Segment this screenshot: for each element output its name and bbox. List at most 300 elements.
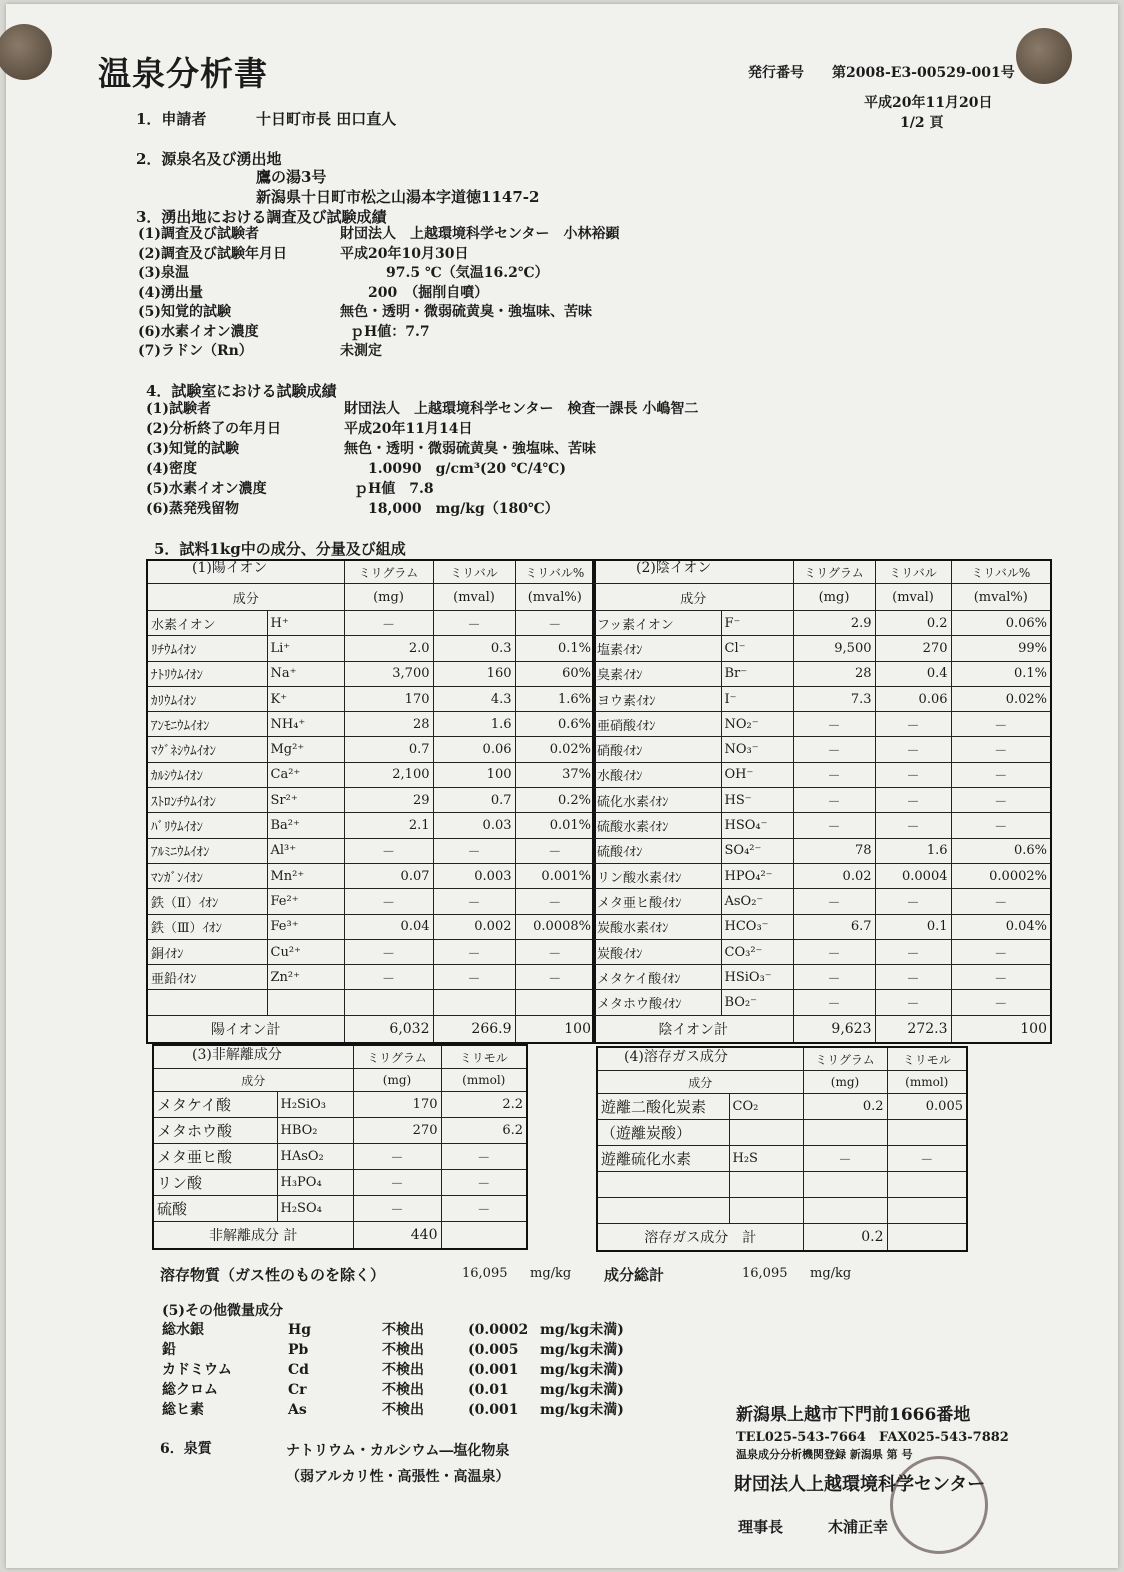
- cation-mval: 0.03: [433, 813, 515, 838]
- s3-key: (7)ラドン（Rn）: [138, 343, 253, 359]
- anion-mg: －: [793, 813, 875, 838]
- cation-row: [147, 914, 595, 939]
- anion-mval: 0.0004: [875, 863, 951, 888]
- anion-header-mg: ミリグラム: [793, 560, 875, 584]
- nondissoc-mg: －: [353, 1144, 441, 1170]
- cation-mg: －: [344, 889, 433, 914]
- cation-row: [147, 990, 595, 1015]
- section-5-label: 5．試料1kg中の成分、分量及び組成: [154, 540, 406, 558]
- grand-total-unit: mg/kg: [810, 1266, 852, 1281]
- gas-row: [597, 1120, 967, 1146]
- anion-total-mg: 9,623: [793, 1015, 875, 1043]
- anion-name: 水酸ｲｵﾝ: [593, 762, 721, 787]
- section-3-label: 3．湧出地における調査及び試験成績: [136, 208, 387, 226]
- anion-pct: －: [951, 762, 1051, 787]
- gas-name: [597, 1198, 729, 1224]
- spring-type-note: （弱アルカリ性・高張性・高温泉）: [286, 1469, 510, 1485]
- s3-value: 財団法人 上越環境科学センター 小林裕顕: [340, 226, 620, 242]
- cation-unit-pct: (mval%): [515, 584, 595, 611]
- cation-formula: Sr²⁺: [267, 788, 344, 813]
- page-number: 1/2 頁: [900, 115, 944, 131]
- s4-value: 財団法人 上越環境科学センター 検査一課長 小嶋智二: [344, 401, 699, 417]
- cation-mval: －: [433, 939, 515, 964]
- cation-mval: －: [433, 611, 515, 636]
- gas-formula: [729, 1172, 803, 1198]
- anion-unit-pct: (mval%): [951, 584, 1051, 611]
- cation-pct: 0.0008%: [515, 914, 595, 939]
- applicant: 十日町市長 田口直人: [256, 110, 397, 128]
- trace-result: 不検出: [382, 1382, 424, 1398]
- cation-row: [147, 889, 595, 914]
- cation-formula: Fe²⁺: [267, 889, 344, 914]
- cation-name: ｽﾄﾛﾝﾁｳﾑｲｵﾝ: [147, 788, 267, 813]
- anion-unit-mval: (mval): [875, 584, 951, 611]
- anion-pct: －: [951, 990, 1051, 1015]
- cation-pct: 0.1%: [515, 636, 595, 661]
- anion-pct: －: [951, 965, 1051, 990]
- gas-mg: 0.2: [803, 1094, 887, 1120]
- trace-unit: mg/kg未満): [540, 1382, 624, 1398]
- s3-key: (5)知覚的試験: [138, 304, 231, 320]
- s4-key: (6)蒸発残留物: [146, 501, 239, 517]
- anion-pct: 0.02%: [951, 686, 1051, 711]
- nondissoc-row: [153, 1118, 527, 1144]
- anion-pct: 0.0002%: [951, 863, 1051, 888]
- issue-date: 平成20年11月20日: [864, 95, 993, 111]
- cation-mval: 160: [433, 661, 515, 686]
- anion-formula: Br⁻: [721, 661, 793, 686]
- anion-header-mval: ミリバル: [875, 560, 951, 584]
- issuer-org: 財団法人上越環境科学センター: [734, 1474, 986, 1495]
- cation-mval: 0.002: [433, 914, 515, 939]
- nondissoc-name: リン酸: [153, 1170, 277, 1196]
- nondissoc-total-mg: 440: [353, 1222, 441, 1250]
- cation-formula: K⁺: [267, 686, 344, 711]
- anion-total-pct: 100: [951, 1015, 1051, 1043]
- cation-pct: 0.02%: [515, 737, 595, 762]
- cation-row: [147, 762, 595, 787]
- dissolved-label: 溶存物質（ガス性のものを除く）: [160, 1266, 386, 1284]
- trace-limit: (0.01: [468, 1382, 509, 1398]
- anion-row: [593, 965, 1051, 990]
- cation-pct: 0.6%: [515, 712, 595, 737]
- anion-row: [593, 838, 1051, 863]
- cation-name: ｶﾘｳﾑｲｵﾝ: [147, 686, 267, 711]
- anion-formula: NO₂⁻: [721, 712, 793, 737]
- section-6-label: 6．泉質: [160, 1441, 212, 1457]
- gas-formula: H₂S: [729, 1146, 803, 1172]
- s3-value: ｐH値：7.7: [350, 323, 430, 340]
- cation-formula: Fe³⁺: [267, 914, 344, 939]
- s4-key: (2)分析終了の年月日: [146, 421, 281, 437]
- gas-formula: CO₂: [729, 1094, 803, 1120]
- anion-name: メタケイ酸ｲｵﾝ: [593, 965, 721, 990]
- anion-mval: 0.1: [875, 914, 951, 939]
- nondissoc-mmol: －: [441, 1170, 527, 1196]
- nondissoc-mg: 270: [353, 1118, 441, 1144]
- cation-pct: 1.6%: [515, 686, 595, 711]
- cation-name: 銅ｲｵﾝ: [147, 939, 267, 964]
- gas-unit-mg: (mg): [803, 1071, 887, 1094]
- anion-row: [593, 737, 1051, 762]
- anion-formula: BO₂⁻: [721, 990, 793, 1015]
- anion-heading: (2)陰イオン: [636, 560, 712, 576]
- cation-name: ｶﾙｼｳﾑｲｵﾝ: [147, 762, 267, 787]
- gas-header-name: 成分: [597, 1071, 803, 1094]
- cation-pct: 60%: [515, 661, 595, 686]
- gas-name: 遊離二酸化炭素: [597, 1094, 729, 1120]
- s4-key: (1)試験者: [146, 401, 211, 417]
- trace-limit: (0.001: [468, 1362, 519, 1378]
- anion-formula: F⁻: [721, 611, 793, 636]
- cation-mg: 0.7: [344, 737, 433, 762]
- anion-formula: HPO₄²⁻: [721, 863, 793, 888]
- anion-row: [593, 889, 1051, 914]
- cation-pct: 0.001%: [515, 863, 595, 888]
- anion-name: リン酸水素ｲｵﾝ: [593, 863, 721, 888]
- anion-mg: 7.3: [793, 686, 875, 711]
- pushpin-left: [0, 24, 52, 80]
- anion-table: [592, 559, 1052, 1044]
- anion-name: フッ素イオン: [593, 611, 721, 636]
- cation-pct: －: [515, 838, 595, 863]
- anion-pct: 0.06%: [951, 611, 1051, 636]
- anion-row: [593, 686, 1051, 711]
- s4-key: (5)水素イオン濃度: [146, 481, 267, 497]
- cation-header-name: 成分: [147, 584, 344, 611]
- s4-value: 無色・透明・微弱硫黄臭・強塩味、苦味: [344, 441, 596, 457]
- anion-name: 臭素ｲｵﾝ: [593, 661, 721, 686]
- cation-mval: －: [433, 965, 515, 990]
- anion-mval: －: [875, 813, 951, 838]
- cation-heading: (1)陽イオン: [192, 560, 268, 576]
- section-1-label: 1．申請者: [136, 110, 207, 128]
- anion-mg: －: [793, 737, 875, 762]
- trace-name: 総水銀: [162, 1322, 204, 1338]
- trace-symbol: Pb: [288, 1342, 309, 1358]
- anion-formula: I⁻: [721, 686, 793, 711]
- gas-mmol: [887, 1120, 967, 1146]
- anion-mval: 0.06: [875, 686, 951, 711]
- nondissoc-formula: HBO₂: [277, 1118, 353, 1144]
- anion-formula: HCO₃⁻: [721, 914, 793, 939]
- cation-pct: 0.2%: [515, 788, 595, 813]
- trace-symbol: Cr: [288, 1382, 307, 1398]
- anion-row: [593, 762, 1051, 787]
- cation-total-pct: 100: [515, 1015, 595, 1043]
- anion-pct: 0.04%: [951, 914, 1051, 939]
- anion-row: [593, 914, 1051, 939]
- document-title: 温泉分析書: [98, 54, 268, 93]
- gas-row: [597, 1198, 967, 1224]
- anion-mg: 6.7: [793, 914, 875, 939]
- cation-row: [147, 636, 595, 661]
- cation-formula: H⁺: [267, 611, 344, 636]
- nondissoc-row: [153, 1170, 527, 1196]
- anion-formula: OH⁻: [721, 762, 793, 787]
- nondissoc-name: 硫酸: [153, 1196, 277, 1222]
- cation-row: [147, 712, 595, 737]
- cation-pct: －: [515, 889, 595, 914]
- nondissoc-formula: H₃PO₄: [277, 1170, 353, 1196]
- cation-mg: －: [344, 611, 433, 636]
- cation-row: [147, 939, 595, 964]
- gas-mg: [803, 1198, 887, 1224]
- nondissoc-unit-mmol: (mmol): [441, 1069, 527, 1092]
- cation-mg: 2.1: [344, 813, 433, 838]
- s3-key: (1)調査及び試験者: [138, 226, 259, 242]
- issue-number: 第2008-E3-00529-001号: [832, 65, 1015, 81]
- cation-mg: [344, 990, 433, 1015]
- anion-formula: Cl⁻: [721, 636, 793, 661]
- anion-name: メタホウ酸ｲｵﾝ: [593, 990, 721, 1015]
- trace-limit: (0.0002: [468, 1322, 529, 1338]
- cation-row: [147, 788, 595, 813]
- cation-name: ﾏｸﾞﾈｼｳﾑｲｵﾝ: [147, 737, 267, 762]
- nondissoc-row: [153, 1196, 527, 1222]
- source-name: 鷹の湯3号: [256, 168, 327, 186]
- trace-unit: mg/kg未満): [540, 1402, 624, 1418]
- anion-pct: －: [951, 813, 1051, 838]
- s3-value: 平成20年10月30日: [340, 245, 469, 262]
- cation-mg: －: [344, 838, 433, 863]
- nondissoc-heading: (3)非解離成分: [192, 1047, 282, 1063]
- cation-pct: [515, 990, 595, 1015]
- anion-mg: 9,500: [793, 636, 875, 661]
- nondissoc-name: メタホウ酸: [153, 1118, 277, 1144]
- cation-mval: －: [433, 889, 515, 914]
- s3-value: 無色・透明・微弱硫黄臭・強塩味、苦味: [340, 304, 592, 320]
- cation-row: [147, 863, 595, 888]
- anion-mval: －: [875, 990, 951, 1015]
- cation-formula: Na⁺: [267, 661, 344, 686]
- anion-pct: －: [951, 788, 1051, 813]
- official-seal-stamp: [890, 1456, 988, 1554]
- cation-name: 鉄（Ⅱ）ｲｵﾝ: [147, 889, 267, 914]
- cation-mval: 0.3: [433, 636, 515, 661]
- anion-pct: 0.6%: [951, 838, 1051, 863]
- trace-symbol: As: [288, 1402, 307, 1418]
- anion-row: [593, 611, 1051, 636]
- source-address: 新潟県十日町市松之山湯本字道徳1147-2: [256, 188, 540, 206]
- nondissoc-name: メタ亜ヒ酸: [153, 1144, 277, 1170]
- cation-mval: 100: [433, 762, 515, 787]
- cation-total-label: 陽イオン計: [147, 1015, 344, 1043]
- cation-formula: Zn²⁺: [267, 965, 344, 990]
- cation-pct: －: [515, 965, 595, 990]
- cation-unit-mg: (mg): [344, 584, 433, 611]
- issuer-address: 新潟県上越市下門前1666番地: [736, 1405, 971, 1425]
- section-3-keys: [138, 225, 287, 362]
- cation-name: ｱﾙﾐﾆｳﾑｲｵﾝ: [147, 838, 267, 863]
- cation-formula: Mn²⁺: [267, 863, 344, 888]
- cation-name: 鉄（Ⅲ）ｲｵﾝ: [147, 914, 267, 939]
- cation-mval: 0.06: [433, 737, 515, 762]
- cation-row: [147, 965, 595, 990]
- nondissoc-formula: HAsO₂: [277, 1144, 353, 1170]
- cation-formula: NH₄⁺: [267, 712, 344, 737]
- s3-key: (6)水素イオン濃度: [138, 323, 259, 340]
- representative-name: 木浦正幸: [828, 1518, 889, 1536]
- anion-mval: －: [875, 788, 951, 813]
- nondissoc-header-name: 成分: [153, 1069, 353, 1092]
- cation-row: [147, 813, 595, 838]
- cation-mg: －: [344, 965, 433, 990]
- nondissoc-row: [153, 1144, 527, 1170]
- anion-row: [593, 712, 1051, 737]
- cation-unit-mval: (mval): [433, 584, 515, 611]
- gas-total-mg: 0.2: [803, 1224, 887, 1252]
- issue-number-label: 発行番号: [748, 65, 804, 81]
- nondissoc-name: メタケイ酸: [153, 1092, 277, 1118]
- anion-mg: －: [793, 712, 875, 737]
- gas-mg: －: [803, 1146, 887, 1172]
- anion-unit-mg: (mg): [793, 584, 875, 611]
- cation-total-mg: 6,032: [344, 1015, 433, 1043]
- anion-name: 炭酸ｲｵﾝ: [593, 939, 721, 964]
- s4-value: 平成20年11月14日: [344, 421, 473, 437]
- anion-pct: －: [951, 712, 1051, 737]
- anion-name: 硫酸ｲｵﾝ: [593, 838, 721, 863]
- anion-row: [593, 813, 1051, 838]
- anion-header-pct: ミリバル%: [951, 560, 1051, 584]
- anion-name: 硫化水素ｲｵﾝ: [593, 788, 721, 813]
- pushpin-right: [1016, 28, 1072, 84]
- section-2-label: 2．源泉名及び湧出地: [136, 150, 282, 168]
- cation-total-mval: 266.9: [433, 1015, 515, 1043]
- anion-name: 塩素ｲｵﾝ: [593, 636, 721, 661]
- s4-key: (3)知覚的試験: [146, 441, 239, 457]
- issuer-tel: TEL025-543-7664 FAX025-543-7882: [736, 1430, 1009, 1445]
- anion-mg: －: [793, 990, 875, 1015]
- s3-value: 97.5 ℃（気温16.2℃）: [386, 265, 549, 281]
- cation-row: [147, 611, 595, 636]
- cation-mg: 2.0: [344, 636, 433, 661]
- cation-mg: －: [344, 939, 433, 964]
- cation-name: ｱﾝﾓﾆｳﾑｲｵﾝ: [147, 712, 267, 737]
- dissolved-unit: mg/kg: [530, 1266, 572, 1281]
- anion-formula: AsO₂⁻: [721, 889, 793, 914]
- nondissoc-mmol: 6.2: [441, 1118, 527, 1144]
- cation-mg: 28: [344, 712, 433, 737]
- trace-unit: mg/kg未満): [540, 1322, 624, 1338]
- cation-mg: 0.07: [344, 863, 433, 888]
- anion-pct: 0.1%: [951, 661, 1051, 686]
- anion-formula: CO₃²⁻: [721, 939, 793, 964]
- cation-mval: 1.6: [433, 712, 515, 737]
- trace-symbol: Cd: [288, 1362, 309, 1378]
- anion-mval: 1.6: [875, 838, 951, 863]
- cation-name: 亜鉛ｲｵﾝ: [147, 965, 267, 990]
- anion-pct: 99%: [951, 636, 1051, 661]
- analysis-document: [6, 4, 1118, 1568]
- anion-formula: HSiO₃⁻: [721, 965, 793, 990]
- nondissoc-table: [152, 1044, 528, 1250]
- anion-mval: 0.2: [875, 611, 951, 636]
- trace-unit: mg/kg未満): [540, 1342, 624, 1358]
- gas-name: 遊離硫化水素: [597, 1146, 729, 1172]
- cation-row: [147, 737, 595, 762]
- trace-heading: (5)その他微量成分: [162, 1303, 283, 1319]
- gas-mmol: [887, 1172, 967, 1198]
- anion-mval: －: [875, 889, 951, 914]
- cation-pct: 37%: [515, 762, 595, 787]
- nondissoc-header-mmol: ミリモル: [441, 1045, 527, 1069]
- cation-mg: 170: [344, 686, 433, 711]
- section-4-label: 4．試験室における試験成績: [146, 382, 337, 400]
- cation-formula: Mg²⁺: [267, 737, 344, 762]
- gas-name: （遊離炭酸）: [597, 1120, 729, 1146]
- gas-row: [597, 1172, 967, 1198]
- anion-row: [593, 661, 1051, 686]
- anion-total-mval: 272.3: [875, 1015, 951, 1043]
- cation-formula: [267, 990, 344, 1015]
- nondissoc-mmol: －: [441, 1144, 527, 1170]
- anion-mg: 0.02: [793, 863, 875, 888]
- anion-pct: －: [951, 737, 1051, 762]
- anion-name: ヨウ素ｲｵﾝ: [593, 686, 721, 711]
- cation-name: [147, 990, 267, 1015]
- cation-mg: 3,700: [344, 661, 433, 686]
- trace-unit: mg/kg未満): [540, 1362, 624, 1378]
- anion-row: [593, 939, 1051, 964]
- anion-formula: SO₄²⁻: [721, 838, 793, 863]
- cation-row: [147, 661, 595, 686]
- anion-pct: －: [951, 939, 1051, 964]
- gas-heading: (4)溶存ガス成分: [624, 1049, 728, 1065]
- gas-mmol: 0.005: [887, 1094, 967, 1120]
- cation-mval: －: [433, 838, 515, 863]
- cation-name: ﾊﾞﾘｳﾑｲｵﾝ: [147, 813, 267, 838]
- anion-header-name: 成分: [593, 584, 793, 611]
- anion-mval: －: [875, 712, 951, 737]
- nondissoc-formula: H₂SiO₃: [277, 1092, 353, 1118]
- gas-header-mg: ミリグラム: [803, 1047, 887, 1071]
- cation-mval: 4.3: [433, 686, 515, 711]
- gas-unit-mmol: (mmol): [887, 1071, 967, 1094]
- cation-mg: 29: [344, 788, 433, 813]
- grand-total-value: 16,095: [742, 1266, 788, 1281]
- cation-formula: Al³⁺: [267, 838, 344, 863]
- anion-total-label: 陰イオン計: [593, 1015, 793, 1043]
- nondissoc-total-label: 非解離成分 計: [153, 1222, 353, 1250]
- anion-row: [593, 863, 1051, 888]
- gas-row: [597, 1094, 967, 1120]
- anion-mval: －: [875, 737, 951, 762]
- anion-name: 炭酸水素ｲｵﾝ: [593, 914, 721, 939]
- s3-key: (3)泉温: [138, 265, 189, 281]
- anion-formula: HS⁻: [721, 788, 793, 813]
- dissolved-value: 16,095: [462, 1266, 508, 1281]
- representative-title: 理事長: [738, 1518, 784, 1536]
- anion-formula: HSO₄⁻: [721, 813, 793, 838]
- cation-mval: [433, 990, 515, 1015]
- cation-mg: 2,100: [344, 762, 433, 787]
- cation-header-mval: ミリバル: [433, 560, 515, 584]
- cation-name: ﾏﾝｶﾞﾝｲｵﾝ: [147, 863, 267, 888]
- anion-mg: 78: [793, 838, 875, 863]
- s3-value: 未測定: [340, 343, 382, 359]
- trace-limit: (0.001: [468, 1402, 519, 1418]
- anion-name: メタ亜ヒ酸ｲｵﾝ: [593, 889, 721, 914]
- trace-symbol: Hg: [288, 1322, 312, 1338]
- cation-pct: －: [515, 939, 595, 964]
- trace-result: 不検出: [382, 1322, 424, 1338]
- cation-pct: －: [515, 611, 595, 636]
- nondissoc-mmol: 2.2: [441, 1092, 527, 1118]
- nondissoc-mg: －: [353, 1196, 441, 1222]
- nondissoc-formula: H₂SO₄: [277, 1196, 353, 1222]
